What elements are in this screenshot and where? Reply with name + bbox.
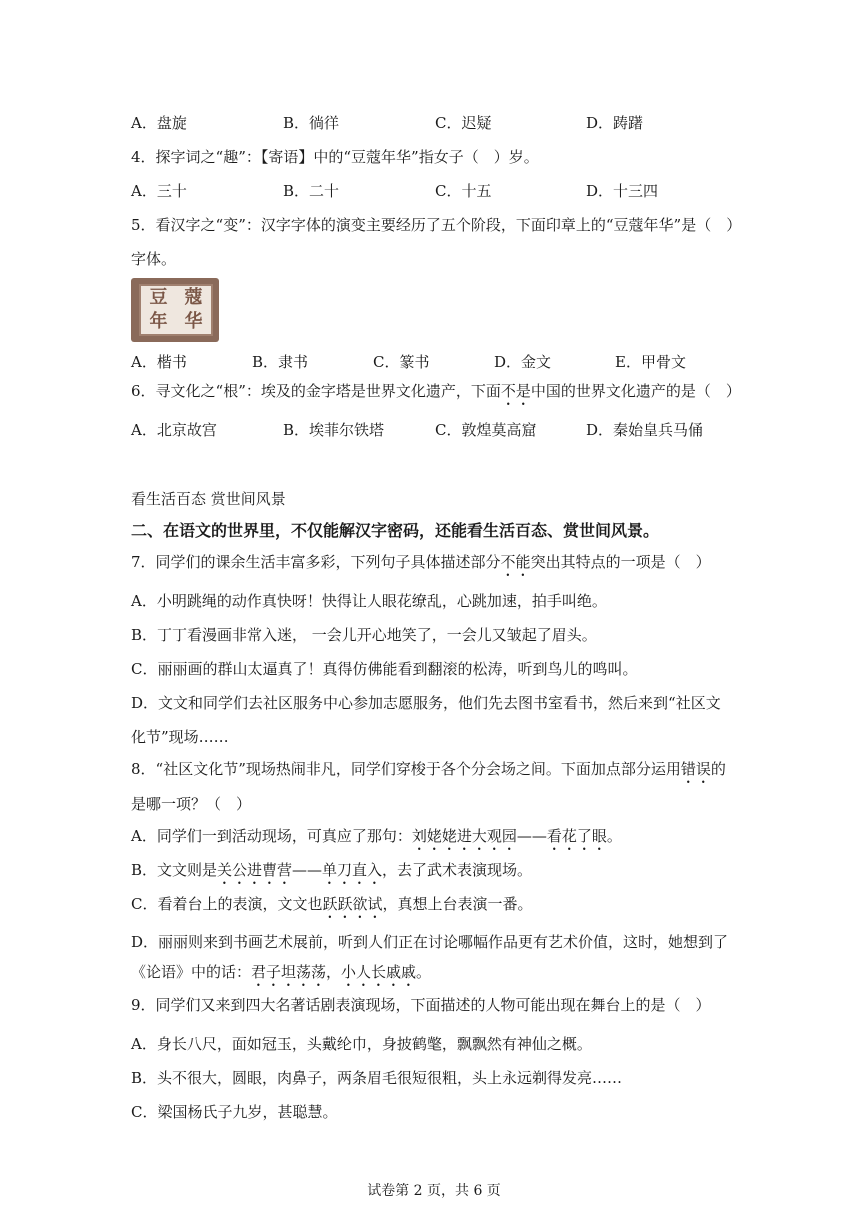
q6-option-b: B．埃菲尔铁塔 [283, 421, 385, 439]
section2-heading: 二、在语文的世界里，不仅能解汉字密码，还能看生活百态、赏世间风景。 [131, 521, 660, 540]
q5-stem-line1: 5．看汉字之“变”：汉字字体的演变主要经历了五个阶段，下面印章上的“豆蔻年华”是（ ） [131, 216, 742, 234]
q8-a-emphasis: 刘姥姥进大观园——看花了眼 [411, 827, 607, 845]
q8-d-pre: 《论语》中的话： [131, 963, 252, 981]
q8-c-pre: C．看着台上的表演，文文也 [131, 895, 323, 913]
q8-b-pre: B．文文则是 [131, 861, 218, 879]
q8-b-emphasis: 关公进曹营——单刀直入 [217, 861, 383, 879]
q4-option-d: D．十三四 [586, 182, 659, 200]
q4-stem: 4．探字词之“趣”：【寄语】中的“豆蔻年华”指女子（ ）岁。 [131, 148, 539, 166]
q7-option-a: A．小明跳绳的动作真快呀！快得让人眼花缭乱，心跳加速，拍手叫绝。 [131, 592, 607, 610]
seal-face [139, 284, 213, 336]
q4-option-c: C．十五 [435, 182, 492, 200]
q6-option-a: A．北京故宫 [131, 421, 217, 439]
q5-stem-line2: 字体。 [131, 250, 177, 268]
q5-option-d: D．金文 [494, 353, 552, 371]
q3-option-a: A．盘旋 [131, 114, 187, 132]
q8-option-a [131, 826, 622, 854]
q7-stem-emphasis: 不能 [500, 553, 531, 571]
q4-option-b: B．二十 [283, 182, 340, 200]
seal-image [131, 278, 219, 342]
q6-stem-post: 中国的世界文化遗产的是（ ） [530, 382, 741, 400]
seal-char: 蔻 [184, 287, 203, 308]
q7-stem [131, 552, 711, 580]
q5-option-c: C．篆书 [373, 353, 430, 371]
q6-stem-emphasis: 不是 [500, 382, 531, 400]
q9-option-b: B．头不很大，圆眼，肉鼻子，两条眉毛很短很粗，头上永远剃得发亮…… [131, 1069, 623, 1087]
q7-option-d-line2: 化节”现场…… [131, 728, 229, 746]
q8-option-d-line2 [131, 962, 431, 990]
q3-option-b: B．徜徉 [283, 114, 340, 132]
q8-option-c [131, 894, 533, 922]
q8-d-post: 。 [416, 963, 432, 981]
q9-option-c: C．梁国杨氏子九岁，甚聪慧。 [131, 1103, 338, 1121]
q7-option-d-line1: D．文文和同学们去社区服务中心参加志愿服务，他们先去图书室看书，然后来到“社区文 [131, 694, 721, 712]
q3-option-c: C．迟疑 [435, 114, 492, 132]
q8-c-post: ，真想上台表演一番。 [382, 895, 533, 913]
q7-stem-pre: 7．同学们的课余生活丰富多彩，下列句子具体描述部分 [131, 553, 501, 571]
q8-c-emphasis: 跃跃欲试 [322, 895, 383, 913]
q8-stem-pre: 8．“社区文化节”现场热闹非凡，同学们穿梭于各个分会场之间。下面加点部分运用 [131, 760, 681, 778]
q3-option-d: D．踌躇 [586, 114, 644, 132]
q6-stem-pre: 6．寻文化之“根”：埃及的金字塔是世界文化遗产，下面 [131, 382, 501, 400]
q8-option-d-line1: D．丽丽则来到书画艺术展前，听到人们正在讨论哪幅作品更有艺术价值，这时，她想到了 [131, 933, 729, 951]
q8-b-post: ，去了武术表演现场。 [382, 861, 533, 879]
q5-option-e: E．甲骨文 [615, 353, 686, 371]
subsection-title: 看生活百态 赏世间风景 [131, 490, 286, 508]
seal-char: 豆 [149, 287, 168, 308]
q5-option-b: B．隶书 [252, 353, 309, 371]
seal-char: 年 [149, 311, 168, 332]
page-footer: 试卷第 2 页，共 6 页 [367, 1183, 501, 1199]
q6-option-d: D．秦始皇兵马俑 [586, 421, 704, 439]
q7-option-b: B．丁丁看漫画非常入迷， 一会儿开心地笑了，一会儿又皱起了眉头。 [131, 626, 597, 644]
q7-option-c: C．丽丽画的群山太逼真了！真得仿佛能看到翻滚的松涛，听到鸟儿的鸣叫。 [131, 660, 638, 678]
q6-stem [131, 381, 741, 409]
q8-stem-line1 [131, 759, 726, 787]
q8-option-b [131, 860, 532, 888]
q4-option-a: A．三十 [131, 182, 187, 200]
q8-stem-line2: 是哪一项？（ ） [131, 795, 252, 813]
seal-char: 华 [184, 311, 203, 332]
q9-stem: 9．同学们又来到四大名著话剧表演现场，下面描述的人物可能出现在舞台上的是（ ） [131, 996, 711, 1014]
q7-stem-post: 突出其特点的一项是（ ） [530, 553, 711, 571]
q6-option-c: C．敦煌莫高窟 [435, 421, 537, 439]
q5-option-a: A．楷书 [131, 353, 187, 371]
q8-d-emphasis: 君子坦荡荡，小人长戚戚 [251, 963, 417, 981]
q8-stem-post: 的 [710, 760, 726, 778]
q9-option-a: A．身长八尺，面如冠玉，头戴纶巾，身披鹤氅，飘飘然有神仙之概。 [131, 1035, 592, 1053]
q8-stem-emphasis: 错误 [680, 760, 711, 778]
q8-a-pre: A．同学们一到活动现场，可真应了那句： [131, 827, 412, 845]
q8-a-post: 。 [606, 827, 622, 845]
